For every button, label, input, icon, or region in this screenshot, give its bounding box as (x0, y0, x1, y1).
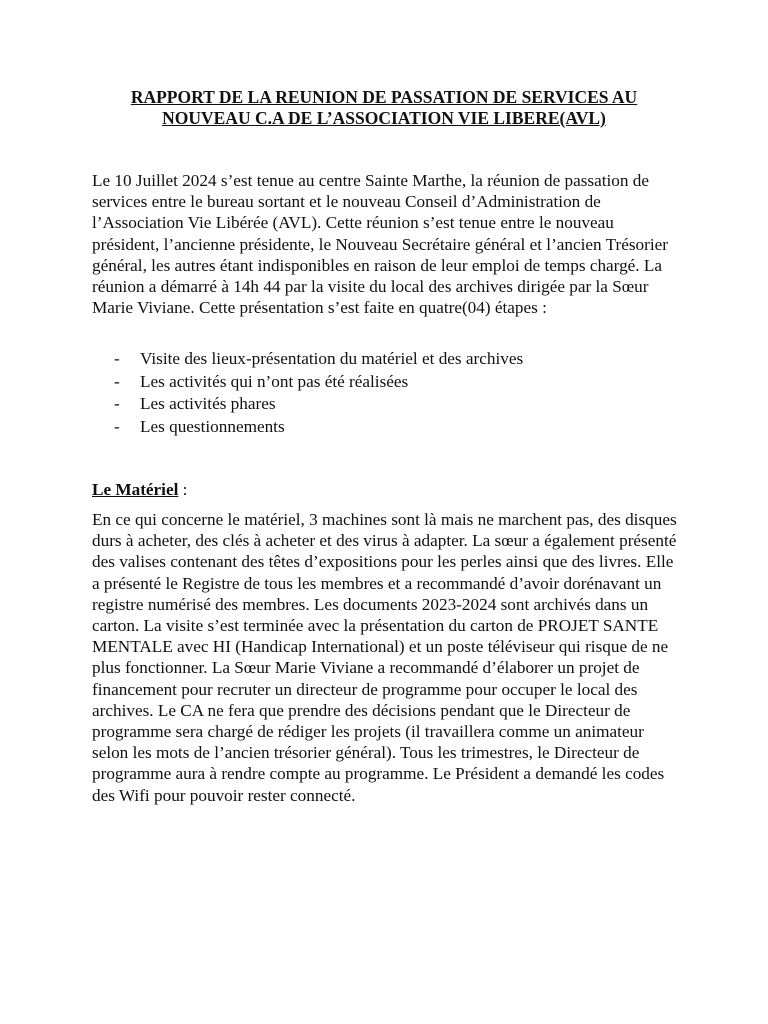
section-heading-materiel (92, 479, 187, 500)
bullet-dash: - (114, 349, 120, 368)
list-item-text: Visite des lieux-présentation du matériel et des archives (140, 349, 524, 368)
bullet-dash: - (114, 394, 120, 414)
steps-list (114, 348, 523, 438)
bullet-dash: - (114, 416, 120, 436)
section-heading-colon: : (178, 480, 188, 499)
section-heading-text: Le Matériel (92, 480, 179, 499)
list-item (114, 348, 523, 371)
list-item (114, 416, 523, 439)
intro-paragraph: Le 10 Juillet 2024 s’est tenue au centre Sainte Marthe, la réunion de passation de services entre le bureau sortant et le nouveau Conseil d’Administration de l’Association Vie Libérée (AVL). Cette réunion s’est tenue entre le nouveau président, l’ancienne présidente, le Nouveau Secrétaire général et l’ancien Trésorier général, les autres étant indisponibles en raison de leur emploi de temps chargé. La réunion a démarré à 14h 44 par la visite du local des archives dirigée par la Sœur Marie Viviane. Cette présentation s’est faite en quatre(04) étapes : (92, 171, 669, 318)
list-item-text: Les activités phares (140, 394, 276, 414)
list-item-text: Les activités qui n’ont pas été réalisées (140, 371, 409, 391)
list-item (114, 393, 523, 416)
report-title-line-2: NOUVEAU C.A DE L’ASSOCIATION VIE LIBERE(AVL) (162, 108, 606, 128)
report-title-line-1: RAPPORT DE LA REUNION DE PASSATION DE SERVICES AU (130, 87, 638, 107)
list-item-text: Les questionnements (140, 416, 285, 436)
bullet-dash: - (114, 371, 120, 391)
list-item (114, 371, 523, 394)
materiel-paragraph: En ce qui concerne le matériel, 3 machines sont là mais ne marchent pas, des disques durs à acheter, des clés à acheter et des virus à adapter. La sœur a également présenté des valises contenant des têtes d’expositions pour les perles ainsi que des livres. Elle a présenté le Registre de tous les membres et a recommandé d’avoir dorénavant un registre numérisé des membres. Les documents 2023-2024 sont archivés dans un carton. La visite s’est terminée avec la présentation du carton de PROJET SANTE MENTALE avec HI (Handicap International) et un poste téléviseur qui risque de ne plus fonctionner. La Sœur Marie Viviane a recommandé d’élaborer un projet de financement pour recruter un directeur de programme pour occuper le local des archives. Le CA ne fera que prendre des décisions pendant que le Directeur de programme sera chargé de rédiger les projets (il travaillera comme un animateur selon les mots de l’ancien trésorier général). Tous les trimestres, le Directeur de programme aura à rendre compte au programme. Le Président a demandé les codes des Wifi pour pouvoir rester connecté. (92, 510, 677, 805)
report-title (92, 87, 676, 129)
